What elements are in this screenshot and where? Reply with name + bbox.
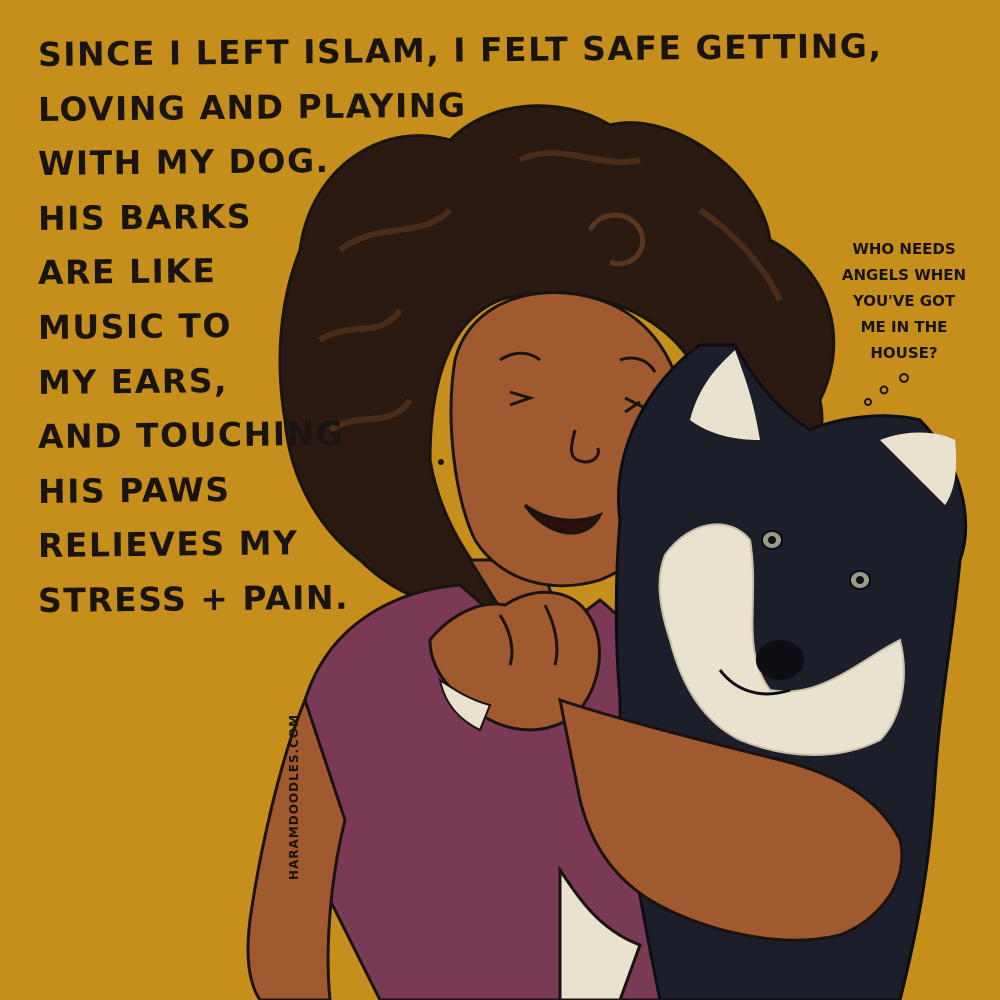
thought-bubble-text (824, 236, 984, 366)
caption-text (38, 28, 883, 629)
caption-line: LOVING AND PLAYING (37, 85, 467, 129)
artist-credit: HARAMDOODLES.COM (287, 713, 301, 881)
thought-line: ANGELS WHEN (841, 266, 967, 284)
caption-line: SINCE I LEFT ISLAM, I FELT SAFE GETTING, (37, 26, 883, 74)
caption-line: MY EARS, (37, 360, 229, 402)
caption-line: HIS PAWS (37, 469, 231, 511)
thought-line: HOUSE? (870, 344, 938, 362)
caption-line: WITH MY DOG. (37, 141, 330, 184)
caption-line: STRESS + PAIN. (37, 577, 350, 620)
caption-line: AND TOUCHING (37, 413, 345, 457)
caption-line: MUSIC TO (37, 305, 233, 347)
caption-line: ARE LIKE (37, 251, 217, 293)
thought-line: YOU'VE GOT (852, 292, 956, 310)
thought-line: WHO NEEDS (852, 240, 956, 258)
caption-line: RELIEVES MY (37, 523, 299, 566)
thought-line: ME IN THE (860, 318, 948, 336)
caption-line: HIS BARKS (37, 196, 253, 238)
